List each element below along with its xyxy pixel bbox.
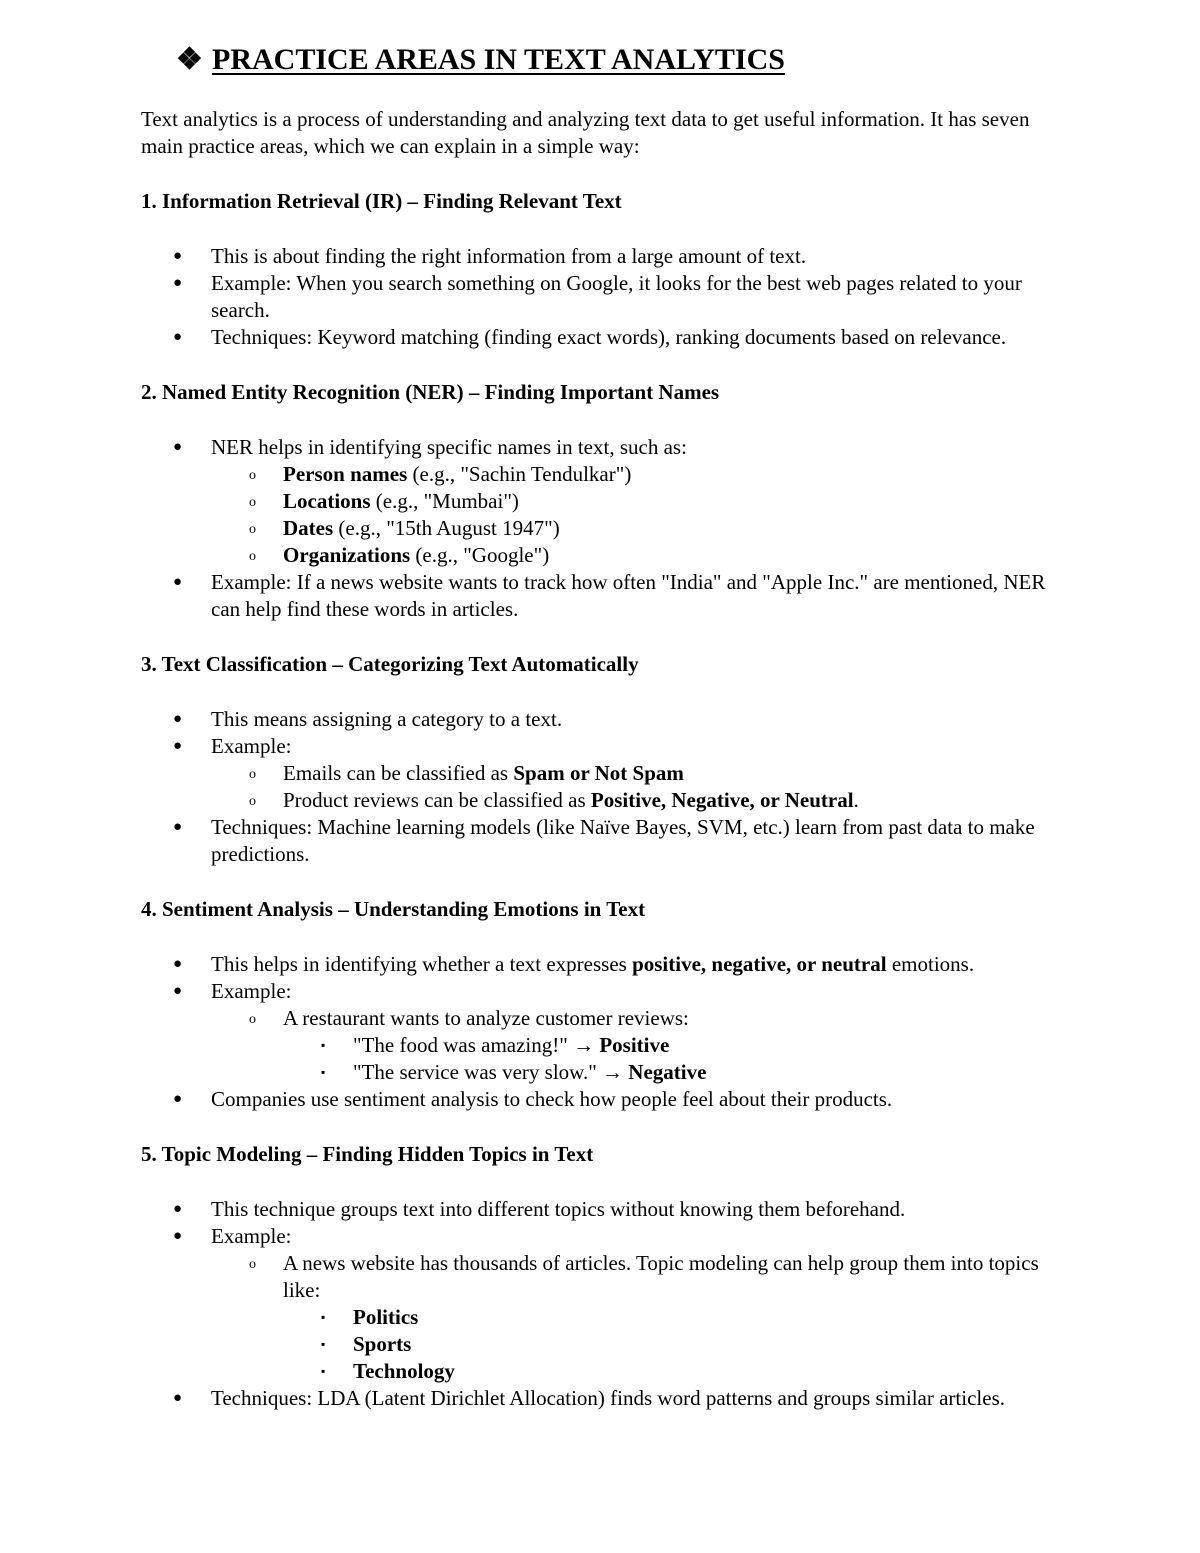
bullet-square-icon: ▪ — [321, 1065, 326, 1079]
list-item: o A news website has thousands of articles. Topic modeling can help group them into topics like: ▪ Politics ▪ Sports ▪ Technology — [211, 1250, 1071, 1385]
section-1-list — [141, 243, 1071, 351]
document-title — [176, 40, 785, 80]
list-item: o Person names (e.g., "Sachin Tendulkar") — [211, 461, 1071, 488]
bullet-square-icon: ▪ — [321, 1310, 326, 1324]
list-item: ● This is about finding the right information from a large amount of text. — [173, 244, 807, 268]
bullet-dot-icon: ● — [173, 1091, 183, 1107]
diamond-bullet-icon: ❖ — [176, 43, 203, 76]
sentiment-example-list — [211, 1005, 1071, 1086]
bullet-dot-icon: ● — [173, 738, 183, 754]
section-heading-information-retrieval: 1. Information Retrieval (IR) – Finding Relevant Text — [141, 189, 622, 213]
bullet-circle-icon: o — [249, 522, 256, 537]
list-item: o Organizations (e.g., "Google") — [211, 542, 1071, 569]
bullet-square-icon: ▪ — [321, 1337, 326, 1351]
bullet-circle-icon: o — [249, 767, 256, 782]
bullet-dot-icon: ● — [173, 1390, 183, 1406]
classification-examples-list — [211, 760, 1071, 814]
list-item: ● NER helps in identifying specific names in text, such as: o Person names (e.g., "Sachin Tendulkar") o Locations (e.g., "Mumbai") o Dates (e.g., "15th August 1947") o Organizations (e.g., "Google") — [141, 434, 1071, 569]
topic-example-list — [211, 1250, 1071, 1385]
list-item: o Product reviews can be classified as Positive, Negative, or Neutral. — [211, 787, 1071, 814]
list-item: ● Example: o Emails can be classified as Spam or Not Spam o Product reviews can be classified as Positive, Negative, or Neutral. — [141, 733, 1071, 814]
bullet-square-icon: ▪ — [321, 1364, 326, 1378]
bullet-dot-icon: ● — [173, 1201, 183, 1217]
bullet-dot-icon: ● — [173, 711, 183, 727]
bullet-dot-icon: ● — [173, 956, 183, 972]
section-3-list — [141, 706, 1071, 868]
list-item: o Locations (e.g., "Mumbai") — [211, 488, 1071, 515]
list-item: ● Techniques: Machine learning models (like Naïve Bayes, SVM, etc.) learn from past data to make predictions. — [173, 815, 1035, 866]
list-item: ▪ "The food was amazing!" → Positive — [321, 1033, 670, 1057]
list-item: ● Example: o A news website has thousands of articles. Topic modeling can help group them into topics like: ▪ Politics ▪ Sports ▪ Technology — [141, 1223, 1071, 1385]
list-item: ● Techniques: LDA (Latent Dirichlet Allocation) finds word patterns and groups similar articles. — [173, 1386, 1005, 1410]
section-2-list — [141, 434, 1071, 623]
list-item: ▪ Politics — [321, 1305, 419, 1329]
document-body — [141, 106, 1071, 1440]
section-heading-sentiment-analysis: 4. Sentiment Analysis – Understanding Emotions in Text — [141, 897, 646, 921]
section-heading-named-entity-recognition: 2. Named Entity Recognition (NER) – Finding Important Names — [141, 380, 720, 404]
list-item: ▪ Sports — [321, 1332, 412, 1356]
entity-types-list — [211, 461, 1071, 569]
bullet-dot-icon: ● — [173, 1228, 183, 1244]
bullet-circle-icon: o — [249, 495, 256, 510]
review-examples-list — [283, 1032, 1071, 1086]
list-item: ● Companies use sentiment analysis to check how people feel about their products. — [173, 1087, 893, 1111]
bullet-circle-icon: o — [249, 794, 256, 809]
bullet-dot-icon: ● — [173, 248, 183, 264]
bullet-dot-icon: ● — [173, 574, 183, 590]
list-item: ● Example: When you search something on Google, it looks for the best web pages related to your search. — [173, 271, 1022, 322]
bullet-circle-icon: o — [249, 549, 256, 564]
bullet-dot-icon: ● — [173, 275, 183, 291]
list-item: ● Example: If a news website wants to track how often "India" and "Apple Inc." are mentioned, NER can help find these words in articles. — [173, 570, 1046, 621]
list-item: ▪ Technology — [321, 1359, 455, 1383]
list-item: ▪ "The service was very slow." → Negative — [321, 1060, 707, 1084]
bullet-dot-icon: ● — [173, 819, 183, 835]
list-item: ● Techniques: Keyword matching (finding exact words), ranking documents based on relevance. — [173, 325, 1007, 349]
list-item: o Dates (e.g., "15th August 1947") — [211, 515, 1071, 542]
topics-list — [283, 1304, 1071, 1385]
list-item: ● This technique groups text into different topics without knowing them beforehand. — [173, 1197, 906, 1221]
bullet-circle-icon: o — [249, 1012, 256, 1027]
list-item: ● This helps in identifying whether a text expresses positive, negative, or neutral emotions. — [173, 952, 975, 976]
bullet-dot-icon: ● — [173, 983, 183, 999]
section-heading-text-classification: 3. Text Classification – Categorizing Text Automatically — [141, 652, 639, 676]
intro-paragraph: Text analytics is a process of understanding and analyzing text data to get useful information. It has seven main practice areas, which we can explain in a simple way: — [141, 107, 1030, 158]
bullet-circle-icon: o — [249, 1257, 256, 1272]
title-text: PRACTICE AREAS IN TEXT ANALYTICS — [212, 43, 785, 76]
list-item: o Emails can be classified as Spam or Not Spam — [211, 760, 1071, 787]
bullet-square-icon: ▪ — [321, 1038, 326, 1052]
section-5-list — [141, 1196, 1071, 1412]
bullet-dot-icon: ● — [173, 439, 183, 455]
bullet-circle-icon: o — [249, 468, 256, 483]
list-item: o A restaurant wants to analyze customer reviews: ▪ "The food was amazing!" → Positive ▪ "The service was very slow." → Negative — [211, 1005, 1071, 1086]
bullet-dot-icon: ● — [173, 329, 183, 345]
section-4-list — [141, 951, 1071, 1113]
list-item: ● Example: o A restaurant wants to analyze customer reviews: ▪ "The food was amazing!" → Positive ▪ "The service was very slow." → Negative — [141, 978, 1071, 1086]
section-heading-topic-modeling: 5. Topic Modeling – Finding Hidden Topics in Text — [141, 1142, 594, 1166]
list-item: ● This means assigning a category to a text. — [173, 707, 563, 731]
